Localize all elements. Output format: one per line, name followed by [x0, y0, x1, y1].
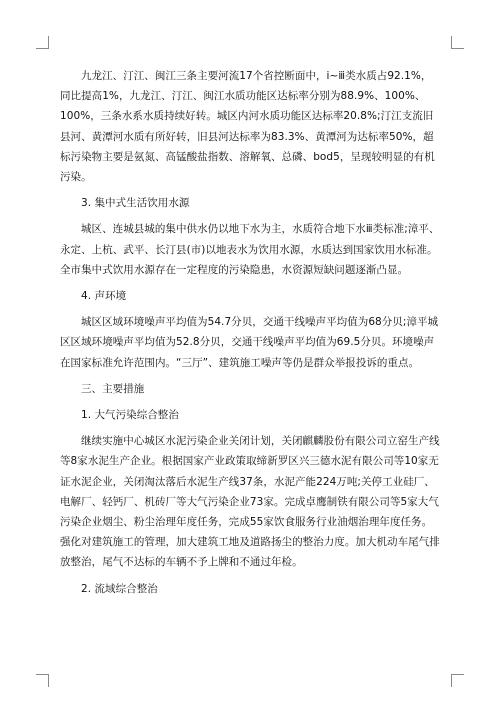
paragraph-water-quality: 九龙江、汀江、闽江三条主要河流17个省控断面中，ⅰ~ⅲ类水质占92.1%，同比提高1%，九龙江、汀江、闽江水质功能区达标率分别为88.9%、100%、100%，三条水系水质持续好转。城区内河水质功能区达标率20.8%;汀江支流旧县河、黄潭河水质有所好转，旧县河达标率为83.3%、黄潭河为达标率50%，超标污染物主要是氨氮、高锰酸盐指数、溶解氧、总磷、bod5，呈现较明显的有机污染。: [60, 70, 435, 184]
paragraph-drinking-water: 城区、连城县城的集中供水仍以地下水为主，水质符合地下水ⅲ类标准;漳平、永定、上杭、武平、长汀县(市)以地表水为饮用水源，水质达到国家饮用水标准。全市集中式饮用水源存在一定程度的污染隐患，水资源短缺问题逐渐凸显。: [60, 223, 440, 276]
corner-crop-mark: [36, 36, 49, 49]
heading-acoustic-environment: 4. 声环境: [81, 290, 127, 303]
paragraph-air-pollution: 继续实施中心城区水泥污染企业关闭计划，关闭麒麟股份有限公司立窑生产线等8家水泥生产企业。根据国家产业政策取缔新罗区兴三德水泥有限公司等10家无证水泥企业，关闭淘汰落后水泥生产线37条，水泥产能224万吨;关停工业硅厂、电解厂、轻钙厂、机砖厂等大气污染企业73家。完成卓鹰制铁有限公司等5家大气污染企业烟尘、粉尘治理年度任务，完成55家饮食服务行业油烟治理年度任务。强化对建筑施工的管理，加大建筑工地及道路扬尘的整治力度。加大机动车尾气排放整治，尾气不达标的车辆不予上牌和不通过年检。: [60, 435, 440, 569]
heading-basin-management: 2. 流域综合整治: [81, 582, 158, 595]
corner-crop-mark: [36, 674, 49, 687]
heading-drinking-water: 3. 集中式生活饮用水源: [81, 197, 190, 210]
heading-main-measures: 三、主要措施: [81, 382, 145, 395]
corner-crop-mark: [451, 36, 464, 49]
paragraph-noise: 城区区域环境噪声平均值为54.7分贝，交通干线噪声平均值为68分贝;漳平城区区域环境噪声平均值为52.8分贝，交通干线噪声平均值为69.5分贝。环境噪声在国家标准允许范围内。“三厅”、建筑施工噪声等仍是群众举报投诉的重点。: [60, 316, 439, 369]
document-body: [60, 66, 440, 605]
heading-air-pollution: 1. 大气污染综合整治: [81, 409, 179, 422]
corner-crop-mark: [451, 674, 464, 687]
